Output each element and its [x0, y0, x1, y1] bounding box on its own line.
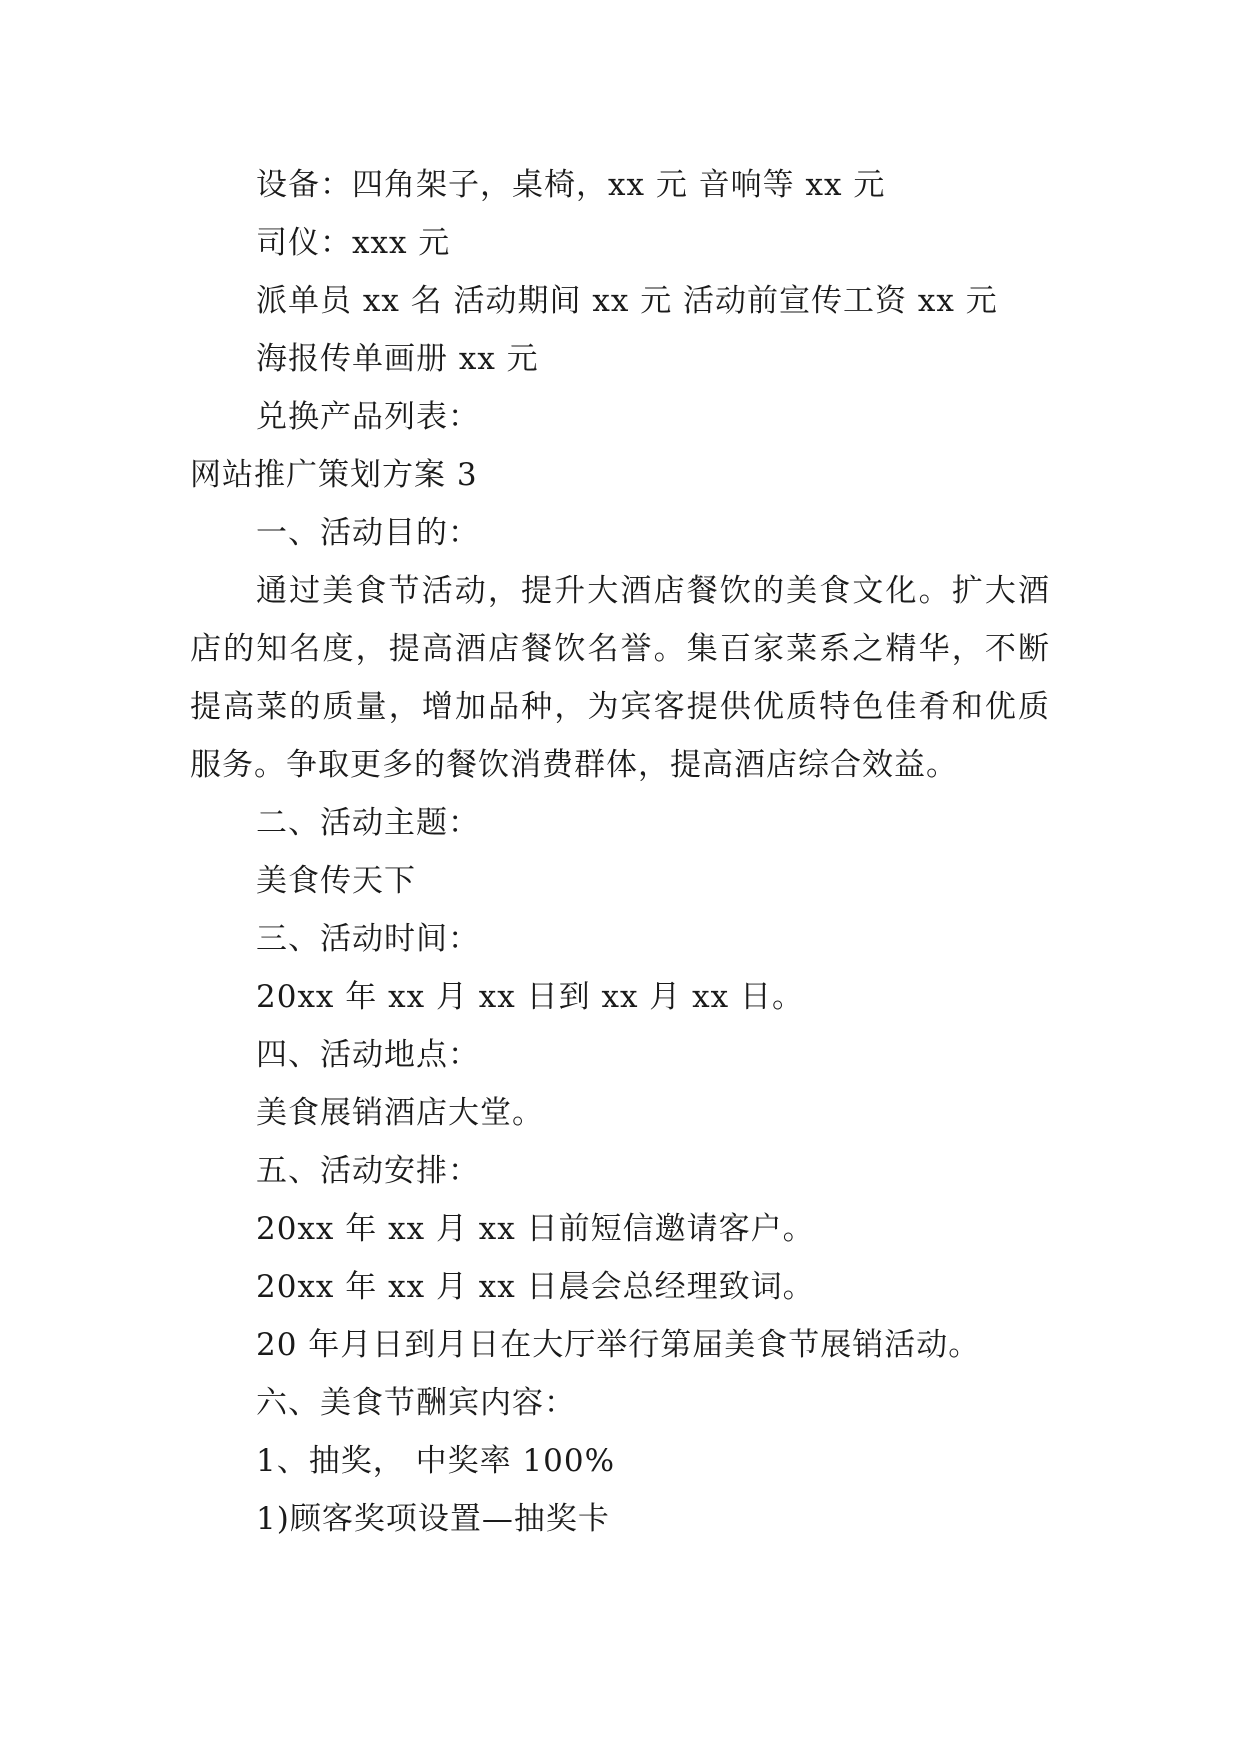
product-list-label: 兑换产品列表：	[256, 399, 480, 435]
document-body	[190, 156, 1050, 1548]
heading-activity-arrangement: 五、活动安排：	[256, 1153, 480, 1189]
host-cost-line: 司仪：xxx 元	[256, 225, 451, 261]
poster-cost-line: 海报传单画册 xx 元	[256, 341, 539, 377]
prize-setting-item: 1)顾客奖项设置—抽奖卡	[256, 1501, 610, 1537]
heading-activity-time: 三、活动时间：	[256, 921, 480, 957]
activity-time-text: 20xx 年 xx 月 xx 日到 xx 月 xx 日。	[256, 979, 804, 1015]
flyer-staff-cost-line: 派单员 xx 名 活动期间 xx 元 活动前宣传工资 xx 元	[256, 283, 998, 319]
activity-location-text: 美食展销酒店大堂。	[256, 1095, 544, 1131]
heading-activity-theme: 二、活动主题：	[256, 805, 480, 841]
arrangement-item: 20xx 年 xx 月 xx 日前短信邀请客户。	[256, 1211, 815, 1247]
equipment-cost-line: 设备：四角架子，桌椅，xx 元 音响等 xx 元	[256, 167, 886, 203]
purpose-paragraph: 通过美食节活动，提升大酒店餐饮的美食文化。扩大酒店的知名度，提高酒店餐饮名誉。集百家菜系之精华，不断提高菜的质量，增加品种，为宾客提供优质特色佳肴和优质服务。争取更多的餐饮消费群体，提高酒店综合效益。	[190, 573, 1050, 783]
arrangement-item: 20xx 年 xx 月 xx 日晨会总经理致词。	[256, 1269, 815, 1305]
heading-activity-location: 四、活动地点：	[256, 1037, 480, 1073]
lottery-item: 1、抽奖， 中奖率 100%	[256, 1443, 616, 1479]
heading-activity-purpose: 一、活动目的：	[256, 515, 480, 551]
activity-theme-text: 美食传天下	[256, 863, 416, 899]
heading-promotion-content: 六、美食节酬宾内容：	[256, 1385, 576, 1421]
section-title: 网站推广策划方案 3	[190, 457, 478, 493]
arrangement-item: 20 年月日到月日在大厅举行第届美食节展销活动。	[256, 1327, 981, 1363]
